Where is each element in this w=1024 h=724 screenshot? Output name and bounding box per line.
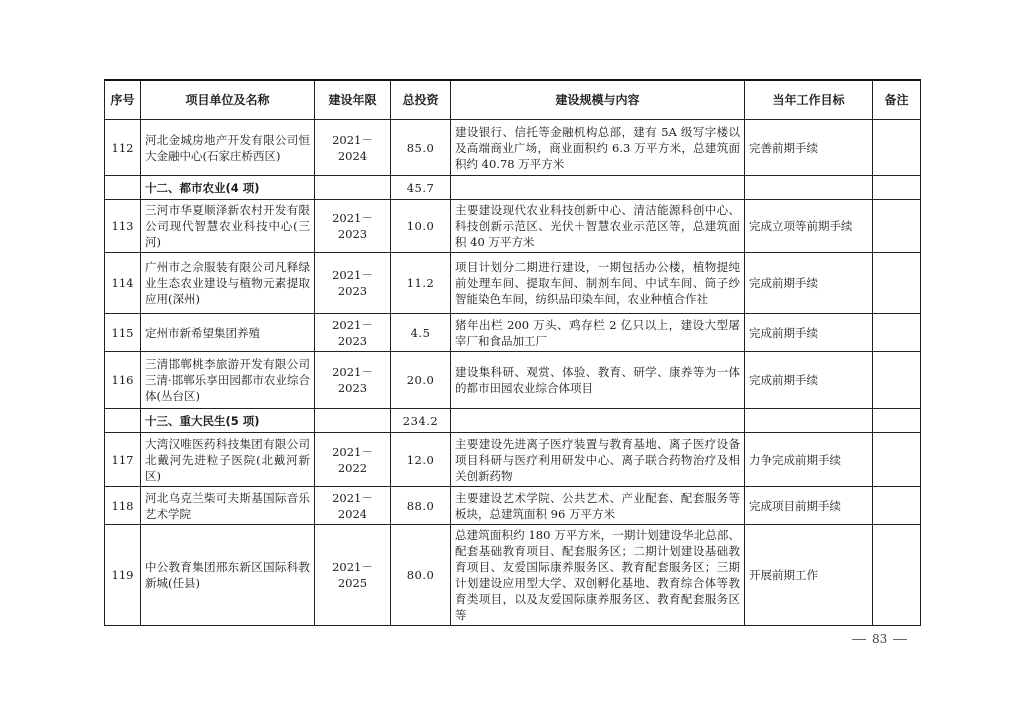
cell-unit: 三清邯郸桃李旅游开发有限公司三清·邯郸乐享田园都市农业综合体(丛台区): [141, 352, 315, 409]
table-row: [105, 487, 921, 525]
table-header-row: [105, 80, 921, 120]
section-invest: 234.2: [391, 409, 451, 433]
dash-right: [893, 639, 907, 640]
cell-scale: 主要建设现代农业科技创新中心、清洁能源科创中心、科技创新示范区、光伏＋智慧农业示范区等，总建筑面积 40 万平方米: [451, 200, 745, 253]
table-row: [105, 200, 921, 253]
section-title: 十二、都市农业(4 项): [141, 176, 315, 200]
cell-note: [873, 433, 921, 487]
cell-seq: 112: [105, 120, 141, 176]
cell-years: 2021－2023: [315, 200, 391, 253]
cell-goal: 完成立项等前期手续: [745, 200, 873, 253]
cell-invest: 85.0: [391, 120, 451, 176]
table-row: [105, 352, 921, 409]
cell-unit: 河北金城房地产开发有限公司恒大金融中心(石家庄桥西区): [141, 120, 315, 176]
cell-goal: 完成前期手续: [745, 253, 873, 314]
cell-years: 2021－2023: [315, 253, 391, 314]
page-number-value: 83: [872, 632, 888, 646]
section-title: 十三、重大民生(5 项): [141, 409, 315, 433]
header-note: 备注: [873, 80, 921, 120]
dash-left: [852, 639, 866, 640]
cell-note: [873, 487, 921, 525]
cell-years: 2021－2024: [315, 120, 391, 176]
cell-goal: 完善前期手续: [745, 120, 873, 176]
table-row: [105, 314, 921, 352]
table-row: [105, 120, 921, 176]
cell-goal: 完成前期手续: [745, 314, 873, 352]
cell-note: [873, 253, 921, 314]
cell-unit: 大湾汉唯医药科技集团有限公司北戴河先进粒子医院(北戴河新区): [141, 433, 315, 487]
cell-seq: 116: [105, 352, 141, 409]
cell-note: [873, 120, 921, 176]
cell-goal: 完成前期手续: [745, 352, 873, 409]
cell-unit: 广州市之佘服装有限公司凡释绿业生态农业建设与植物元素提取应用(深州): [141, 253, 315, 314]
cell-goal: 完成项目前期手续: [745, 487, 873, 525]
cell-seq: 113: [105, 200, 141, 253]
section-invest: 45.7: [391, 176, 451, 200]
cell-scale: 建设银行、信托等金融机构总部，建有 5A 级写字楼以及高端商业广场，商业面积约 6.3 万平方米，总建筑面积约 40.78 万平方米: [451, 120, 745, 176]
cell-years: 2021－2025: [315, 525, 391, 626]
cell-unit: 三河市华夏顺泽新农村开发有限公司现代智慧农业科技中心(三河): [141, 200, 315, 253]
table-row: [105, 433, 921, 487]
page-number: [846, 632, 913, 646]
cell-scale: 建设集科研、观赏、体验、教育、研学、康养等为一体的都市田园农业综合体项目: [451, 352, 745, 409]
cell-scale: 项目计划分二期进行建设，一期包括办公楼，植物提纯前处理车间、提取车间、制剂车间、中试车间、筒子纱智能染色车间，纺织品印染车间，农业种植合作社: [451, 253, 745, 314]
cell-years: 2021－2022: [315, 433, 391, 487]
cell-invest: 4.5: [391, 314, 451, 352]
table-row: [105, 253, 921, 314]
header-years: 建设年限: [315, 80, 391, 120]
table-row: [105, 525, 921, 626]
section-row: [105, 176, 921, 200]
cell-scale: 主要建设先进离子医疗装置与教育基地、离子医疗设备项目科研与医疗利用研发中心、离子联合药物治疗及相关创新药物: [451, 433, 745, 487]
cell-years: 2021－2023: [315, 352, 391, 409]
cell-years: 2021－2023: [315, 314, 391, 352]
cell-scale: 猪年出栏 200 万头、鸡存栏 2 亿只以上，建设大型屠宰厂和食品加工厂: [451, 314, 745, 352]
project-table: [104, 79, 921, 626]
cell-scale: 主要建设艺术学院、公共艺术、产业配套、配套服务等板块，总建筑面积 96 万平方米: [451, 487, 745, 525]
cell-note: [873, 352, 921, 409]
cell-seq: 117: [105, 433, 141, 487]
cell-invest: 88.0: [391, 487, 451, 525]
cell-note: [873, 525, 921, 626]
cell-note: [873, 200, 921, 253]
cell-seq: 119: [105, 525, 141, 626]
header-invest: 总投资: [391, 80, 451, 120]
cell-unit: 河北乌克兰柴可夫斯基国际音乐艺术学院: [141, 487, 315, 525]
cell-goal: 开展前期工作: [745, 525, 873, 626]
cell-invest: 10.0: [391, 200, 451, 253]
header-unit: 项目单位及名称: [141, 80, 315, 120]
cell-years: 2021－2024: [315, 487, 391, 525]
cell-goal: 力争完成前期手续: [745, 433, 873, 487]
cell-note: [873, 314, 921, 352]
section-row: [105, 409, 921, 433]
header-scale: 建设规模与内容: [451, 80, 745, 120]
cell-unit: 中公教育集团邢东新区国际科教新城(任县): [141, 525, 315, 626]
cell-seq: 118: [105, 487, 141, 525]
cell-invest: 80.0: [391, 525, 451, 626]
cell-invest: 11.2: [391, 253, 451, 314]
cell-seq: 114: [105, 253, 141, 314]
header-goal: 当年工作目标: [745, 80, 873, 120]
cell-scale: 总建筑面积约 180 万平方米，一期计划建设华北总部、配套基础教育项目、配套服务区；二期计划建设基础教育项目、友爱国际康养服务区、教育配套服务区；三期计划建设应用型大学、双创孵化基地、教育综合体等教育类项目，以及友爱国际康养服务区、教育配套服务区等: [451, 525, 745, 626]
cell-invest: 12.0: [391, 433, 451, 487]
cell-invest: 20.0: [391, 352, 451, 409]
cell-unit: 定州市新希望集团养殖: [141, 314, 315, 352]
cell-seq: 115: [105, 314, 141, 352]
header-seq: 序号: [105, 80, 141, 120]
